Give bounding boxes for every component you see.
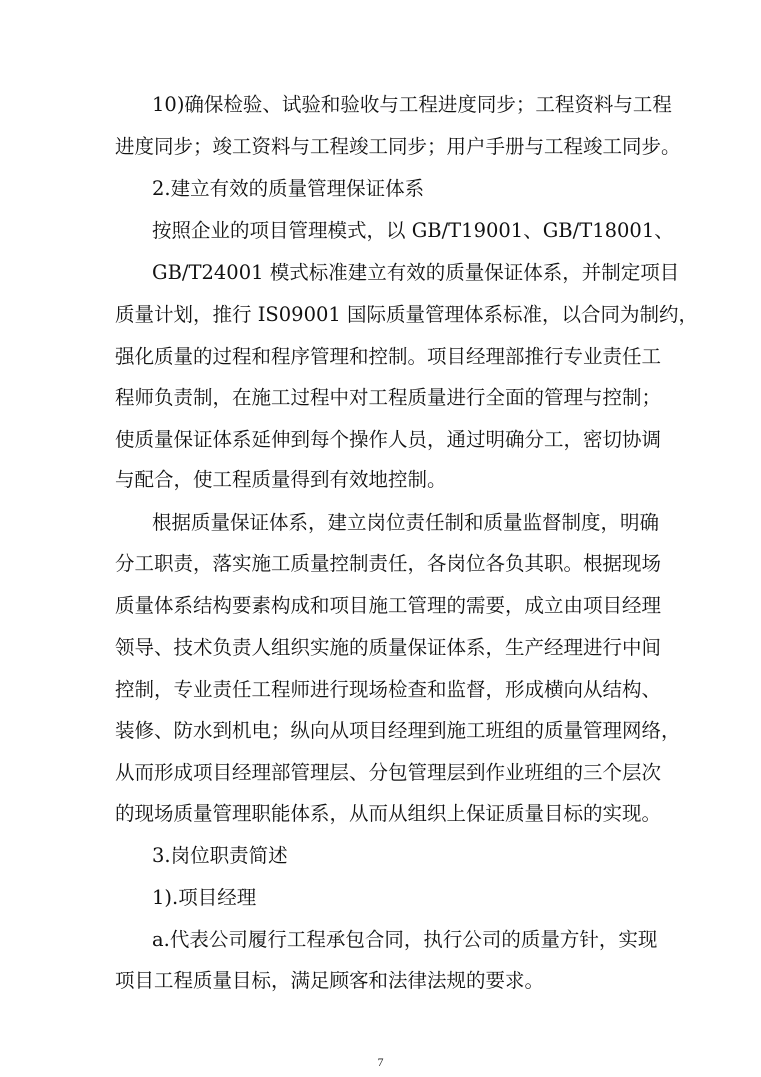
text-line: 控制，专业责任工程师进行现场检查和监督，形成横向从结构、	[115, 678, 662, 701]
text-line: 10)确保检验、试验和验收与工程进度同步；工程资料与工程	[152, 93, 672, 116]
section-heading: 3.岗位职责简述	[152, 844, 288, 867]
subsection-heading: 1).项目经理	[152, 886, 257, 909]
text-line: 装修、防水到机电；纵向从项目经理到施工班组的质量管理网络，	[115, 719, 681, 742]
text-line: 进度同步；竣工资料与工程竣工同步；用户手册与工程竣工同步。	[115, 135, 681, 158]
text-line: GB/T24001 模式标准建立有效的质量保证体系，并制定项目	[152, 261, 680, 284]
text-line: 项目工程质量目标，满足顾客和法律法规的要求。	[115, 969, 545, 992]
text-line: 质量计划，推行 IS09001 国际质量管理体系标准，以合同为制约，	[115, 303, 698, 326]
text-line: 根据质量保证体系，建立岗位责任制和质量监督制度，明确	[152, 511, 660, 534]
page-number: 7	[377, 1055, 384, 1069]
text-line: 使质量保证体系延伸到每个操作人员，通过明确分工，密切协调	[115, 428, 662, 451]
section-heading: 2.建立有效的质量管理保证体系	[152, 177, 425, 200]
text-line: 强化质量的过程和程序管理和控制。项目经理部推行专业责任工	[115, 345, 662, 368]
text-line: 与配合，使工程质量得到有效地控制。	[115, 468, 447, 491]
text-line: 按照企业的项目管理模式，以 GB/T19001、GB/T18001、	[152, 219, 674, 242]
text-line: 从而形成项目经理部管理层、分包管理层到作业班组的三个层次	[115, 761, 662, 784]
text-line: 分工职责，落实施工质量控制责任，各岗位各负其职。根据现场	[115, 552, 662, 575]
text-line: 质量体系结构要素构成和项目施工管理的需要，成立由项目经理	[115, 594, 662, 617]
text-line: 的现场质量管理职能体系，从而从组织上保证质量目标的实现。	[115, 802, 662, 825]
text-line: 领导、技术负责人组织实施的质量保证体系，生产经理进行中间	[115, 636, 662, 659]
text-line: 程师负责制，在施工过程中对工程质量进行全面的管理与控制；	[115, 386, 662, 409]
text-line: a.代表公司履行工程承包合同，执行公司的质量方针，实现	[152, 928, 658, 951]
